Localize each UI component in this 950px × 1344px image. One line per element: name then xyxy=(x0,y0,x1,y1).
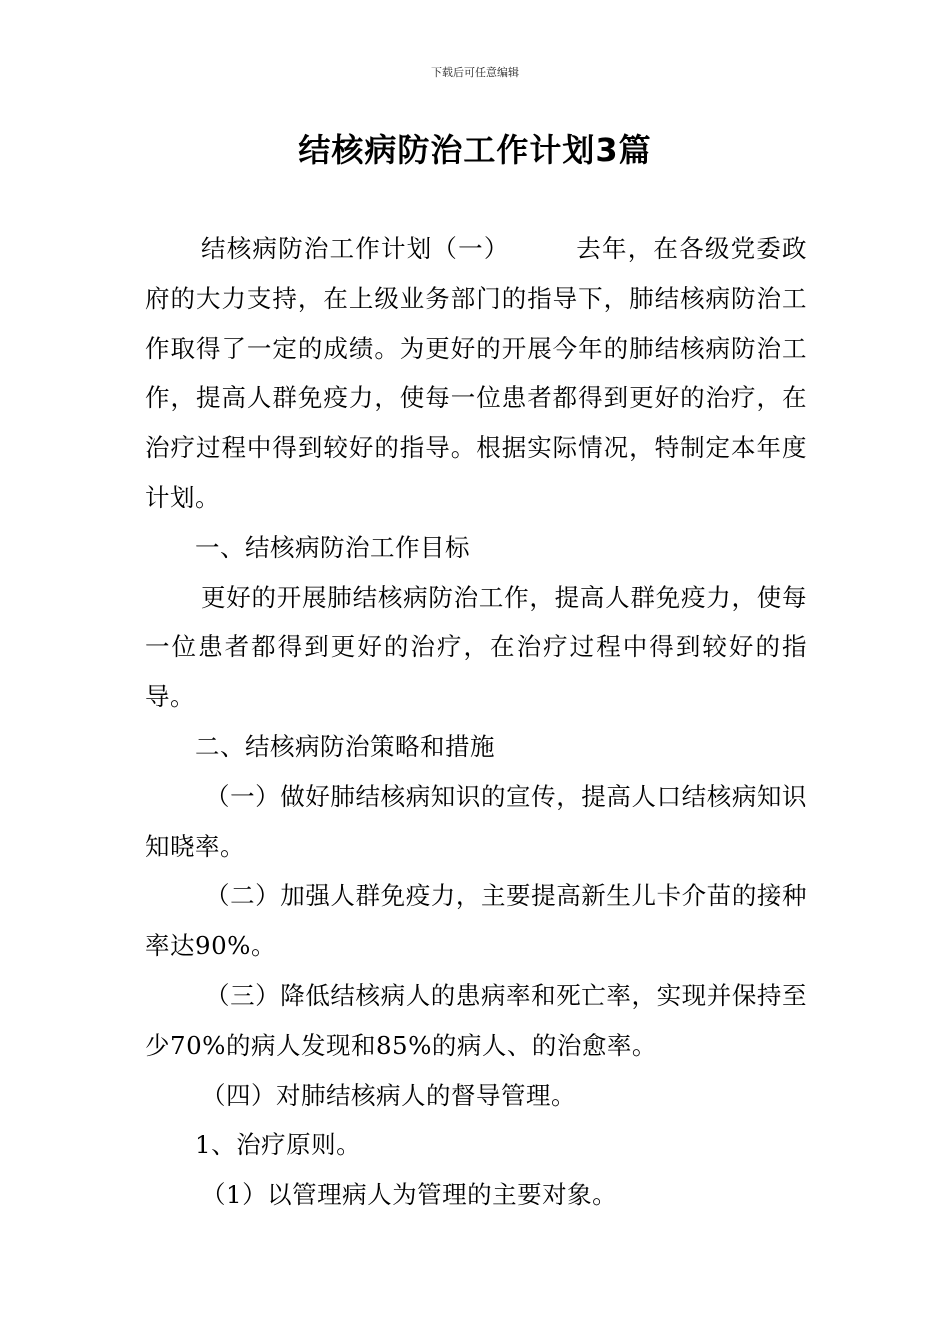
item-1-1: （1）以管理病人为管理的主要对象。 xyxy=(201,1180,618,1210)
measure-1: （一）做好肺结核病知识的宣传，提高人口结核病知识知晓率。 xyxy=(145,781,807,861)
measure-4: （四）对肺结核病人的督导管理。 xyxy=(201,1080,576,1110)
section-2-heading: 二、结核病防治策略和措施 xyxy=(195,731,495,761)
section-1-text: 更好的开展肺结核病防治工作，提高人群免疫力，使每一位患者都得到更好的治疗，在治疗过程中得到较好的指导。 xyxy=(145,582,807,712)
section-1-heading: 一、结核病防治工作目标 xyxy=(195,532,470,562)
header-note: 下载后可任意编辑 xyxy=(431,66,519,79)
measure-3: （三）降低结核病人的患病率和死亡率，实现并保持至少70%的病人发现和85%的病人、的治愈率。 xyxy=(145,980,807,1060)
item-1: 1、治疗原则。 xyxy=(195,1130,362,1160)
intro-paragraph xyxy=(145,224,807,523)
intro-label: 结核病防治工作计划（一） xyxy=(201,234,510,263)
document-title: 结核病防治工作计划3篇 xyxy=(298,131,652,169)
document-body xyxy=(145,224,807,1220)
intro-text: 去年，在各级党委政府的大力支持，在上级业务部门的指导下，肺结核病防治工作取得了一定的成绩。为更好的开展今年的肺结核病防治工作，提高人群免疫力，使每一位患者都得到更好的治疗，在治疗过程中得到较好的指导。根据实际情况，特制定本年度计划。 xyxy=(145,234,808,512)
measure-2: （二）加强人群免疫力，主要提高新生儿卡介苗的接种率达90%。 xyxy=(145,881,807,961)
